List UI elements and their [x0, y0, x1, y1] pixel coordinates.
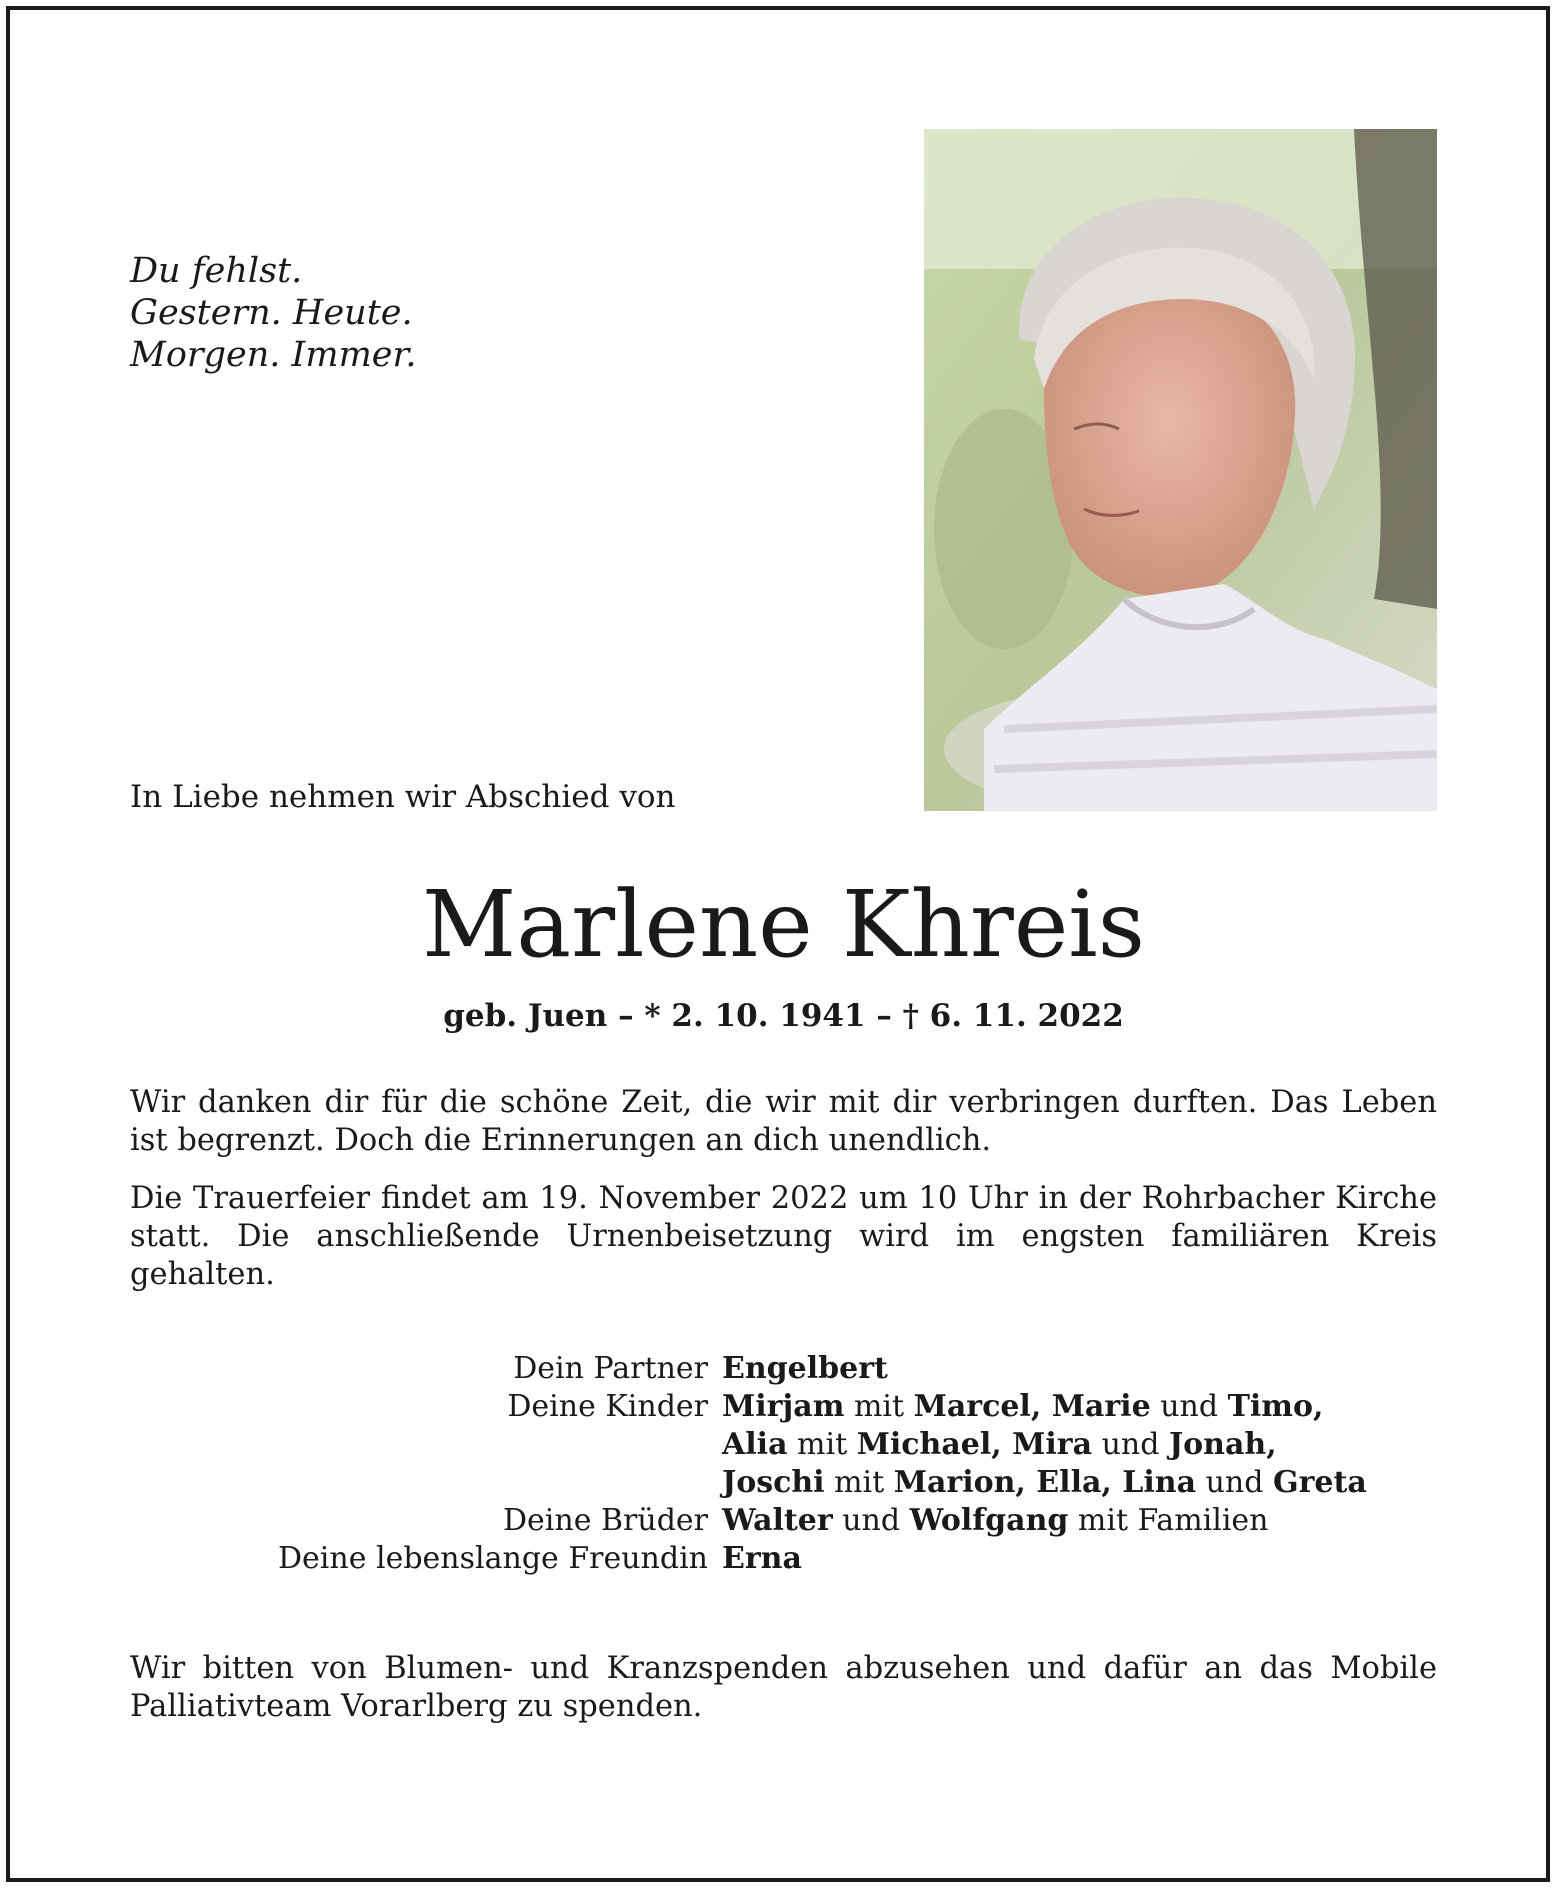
birth-death-dates: geb. Juen – * 2. 10. 1941 – † 6. 11. 2022: [443, 998, 1124, 1034]
family-member-name: Timo,: [1227, 1389, 1324, 1424]
family-row: [130, 1502, 1437, 1540]
family-member-name: Erna: [722, 1541, 802, 1576]
family-names: [722, 1350, 888, 1388]
family-member-name: Wolfgang: [909, 1503, 1069, 1538]
family-names: [722, 1540, 802, 1578]
intro-text: In Liebe nehmen wir Abschied von: [130, 779, 676, 815]
deceased-name: Marlene Khreis: [422, 871, 1145, 978]
family-connector-text: mit: [824, 1465, 894, 1500]
family-row: [130, 1350, 1437, 1388]
family-connector-text: und: [1150, 1389, 1228, 1424]
family-names: [722, 1426, 1277, 1464]
family-row: [130, 1388, 1437, 1426]
family-connector-text: mit: [787, 1427, 857, 1462]
family-connector-text: und: [1196, 1465, 1273, 1500]
quote-line: Morgen. Immer.: [130, 335, 417, 375]
family-member-name: Greta: [1272, 1465, 1367, 1500]
portrait-photo: [924, 129, 1437, 811]
family-member-name: Michael, Mira: [856, 1427, 1093, 1462]
family-member-name: Joschi: [722, 1465, 825, 1500]
family-connector-text: mit Familien: [1068, 1503, 1269, 1538]
family-member-name: Mirjam: [722, 1389, 845, 1424]
family-list: [130, 1350, 1437, 1578]
quote-line: Gestern. Heute.: [130, 293, 413, 333]
donation-paragraph: Wir bitten von Blumen- und Kranzspenden abzusehen und dafür an das Mobile Palliativteam Vorarlberg zu spenden.: [130, 1651, 1437, 1724]
family-member-name: Alia: [722, 1427, 788, 1462]
family-row: [130, 1426, 1437, 1464]
family-connector-text: und: [1092, 1427, 1169, 1462]
family-relation-label: Deine Brüder: [502, 1503, 708, 1538]
family-relation-label: [130, 1464, 722, 1502]
family-connector-text: mit: [844, 1389, 914, 1424]
family-row: [130, 1540, 1437, 1578]
thanks-paragraph: Wir danken dir für die schöne Zeit, die wir mit dir verbringen durften. Das Leben ist begrenzt. Doch die Erinnerungen an dich unendlich.: [130, 1085, 1437, 1158]
family-names: [722, 1388, 1324, 1426]
family-relation-label: Deine lebenslange Freundin: [277, 1541, 708, 1576]
family-relation-label: Deine Kinder: [507, 1389, 708, 1424]
family-member-name: Walter: [722, 1503, 833, 1538]
family-names: [722, 1502, 1269, 1540]
family-connector-text: und: [832, 1503, 910, 1538]
family-relation-label: Dein Partner: [513, 1351, 708, 1386]
family-names: [722, 1464, 1367, 1502]
family-member-name: Engelbert: [722, 1351, 888, 1386]
family-member-name: Marcel, Marie: [913, 1389, 1151, 1424]
family-member-name: Jonah,: [1168, 1427, 1277, 1462]
quote-line: Du fehlst.: [130, 251, 303, 291]
family-row: [130, 1464, 1437, 1502]
family-member-name: Marion, Ella, Lina: [893, 1465, 1197, 1500]
family-relation-label: [130, 1426, 722, 1464]
funeral-info-paragraph: Die Trauerfeier findet am 19. November 2022 um 10 Uhr in der Rohrbacher Kirche statt. Die anschließende Urnenbeisetzung wird im engsten familiären Kreis gehalten.: [130, 1181, 1437, 1292]
memorial-quote: [130, 250, 416, 376]
